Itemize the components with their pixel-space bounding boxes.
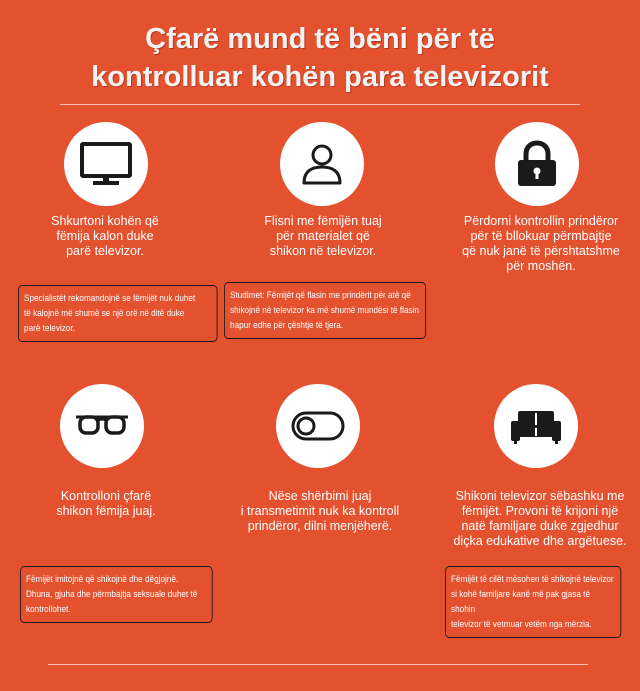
- glasses-icon: [74, 413, 130, 439]
- title-line-1: Çfarë mund të bëni për të: [145, 23, 495, 55]
- note-1: Specialistët rekomandojnë se fëmijët nuk duhet të kalojnë më shumë se një orë në ditë duke parë televizor.: [18, 285, 218, 342]
- glasses-icon-circle: [60, 384, 144, 468]
- page-title: [0, 20, 640, 96]
- top-divider: [60, 104, 580, 105]
- lock-icon: [515, 140, 559, 188]
- lock-icon-circle: [495, 122, 579, 206]
- note-2: Studimet: Fëmijët që flasin me prindërit për atë që shikojnë në televizor ka më shumë mundësi të flasin hapur edhe për çështje të tjera.: [224, 282, 426, 339]
- toggle-icon: [291, 411, 345, 441]
- caption-5: Nëse shërbimi juaj i transmetimit nuk ka kontroll prindëror, dilni menjëherë.: [240, 489, 400, 533]
- note-6: Fëmijët të cilët mësohen të shikojnë televizor si kohë familjare kanë më pak gjasa të shohin televizor të vetmuar vetëm nga mërzia.: [445, 566, 621, 638]
- caption-6: Shikoni televizor sëbashku me fëmijët. Provoni të krijoni një natë familjare duke zgjedhur diçka edukative dhe argëtuese.: [453, 489, 627, 548]
- tv-icon-circle: [64, 122, 148, 206]
- note-4: Fëmijët imitojnë që shikojnë dhe dëgjojnë. Dhuna, gjuha dhe përmbajtja seksuale duhet të kontrollohet.: [20, 566, 213, 623]
- caption-2: Flisni me fëmijën tuaj për materialet që shikon në televizor.: [264, 214, 382, 258]
- caption-4: Kontrolloni çfarë shikon fëmija juaj.: [56, 489, 156, 518]
- user-icon-circle: [280, 122, 364, 206]
- toggle-icon-circle: [276, 384, 360, 468]
- caption-3: Përdorni kontrollin prindëror për të bllokuar përmbajtje që nuk janë të përshtatshme për moshën.: [462, 214, 620, 273]
- sofa-icon: [509, 407, 563, 445]
- title-line-2: kontrolluar kohën para televizorit: [91, 61, 549, 93]
- caption-1: Shkurtoni kohën që fëmija kalon duke parë televizor.: [51, 214, 159, 258]
- user-icon: [299, 141, 345, 187]
- bottom-divider: [48, 664, 588, 665]
- sofa-icon-circle: [494, 384, 578, 468]
- tv-icon: [80, 141, 132, 187]
